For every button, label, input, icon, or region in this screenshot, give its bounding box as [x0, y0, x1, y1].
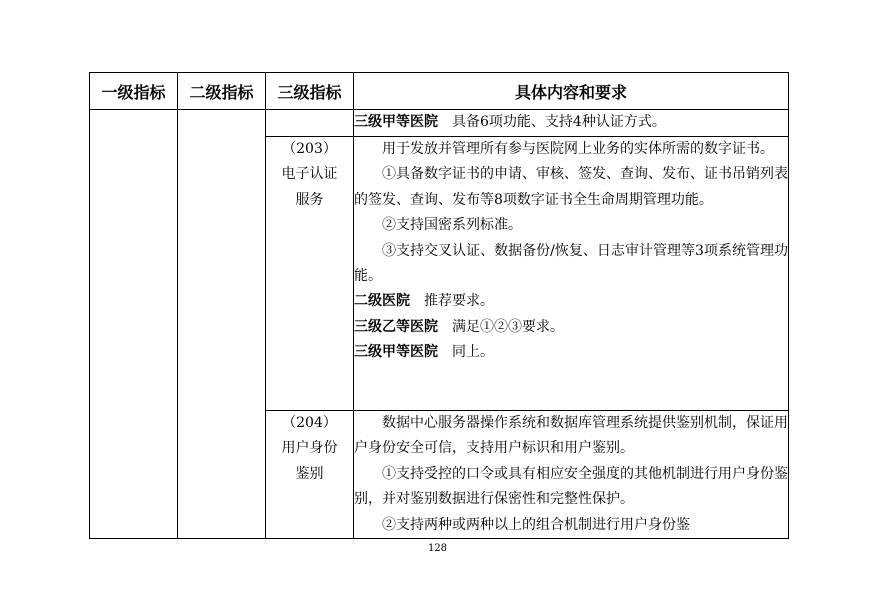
content-cell [354, 411, 789, 539]
level1-cell [90, 110, 178, 539]
content-cell [354, 137, 789, 411]
level3-cell [266, 110, 354, 137]
hospital-level-label: 三级乙等医院 [354, 318, 438, 335]
hospital-level-label: 三级甲等医院 [354, 114, 438, 130]
indicator-title: 用户身份 [281, 440, 338, 457]
indicator-204 [266, 411, 354, 539]
paragraph: ②支持两种或两种以上的组合机制进行用户身份鉴 [382, 516, 690, 533]
requirements-table [89, 72, 789, 539]
header-content: 具体内容和要求 [354, 73, 789, 110]
header-level1: 一级指标 [90, 73, 178, 110]
header-level3: 三级指标 [266, 73, 354, 110]
requirement-text: 具备6项功能、支持4种认证方式。 [452, 114, 666, 130]
header-row [90, 73, 789, 110]
requirement-text: 推荐要求。 [424, 293, 494, 310]
paragraph: ①具备数字证书的申请、审核、签发、查询、发布、证书吊销列表的签发、查询、发布等8项数字证书全生命周期管理功能。 [354, 166, 788, 208]
table-row [90, 110, 789, 137]
requirement-text: 满足①②③要求。 [452, 318, 564, 335]
indicator-title: 电子认证 [281, 166, 338, 183]
paragraph: ①支持受控的口令或具有相应安全强度的其他机制进行用户身份鉴别，并对鉴别数据进行保密性和完整性保护。 [354, 465, 788, 508]
indicator-code: （204） [282, 415, 337, 431]
header-level2: 二级指标 [178, 73, 266, 110]
paragraph: 用于发放并管理所有参与医院网上业务的实体所需的数字证书。 [382, 141, 774, 157]
content-cell [354, 110, 789, 137]
indicator-title: 鉴别 [295, 465, 324, 482]
paragraph: ③支持交叉认证、数据备份/恢复、日志审计管理等3项系统管理功能。 [354, 242, 788, 285]
level2-cell [178, 110, 266, 539]
hospital-level-label: 二级医院 [354, 293, 410, 310]
paragraph: ②支持国密系列标准。 [382, 217, 522, 234]
indicator-203 [266, 137, 354, 411]
page-number: 128 [427, 543, 448, 554]
paragraph: 数据中心服务器操作系统和数据库管理系统提供鉴别机制，保证用户身份安全可信，支持用户标识和用户鉴别。 [354, 415, 788, 457]
indicator-code: （203） [282, 141, 337, 157]
hospital-level-label: 三级甲等医院 [354, 344, 438, 361]
indicator-title: 服务 [295, 191, 324, 208]
requirement-text: 同上。 [452, 344, 494, 361]
